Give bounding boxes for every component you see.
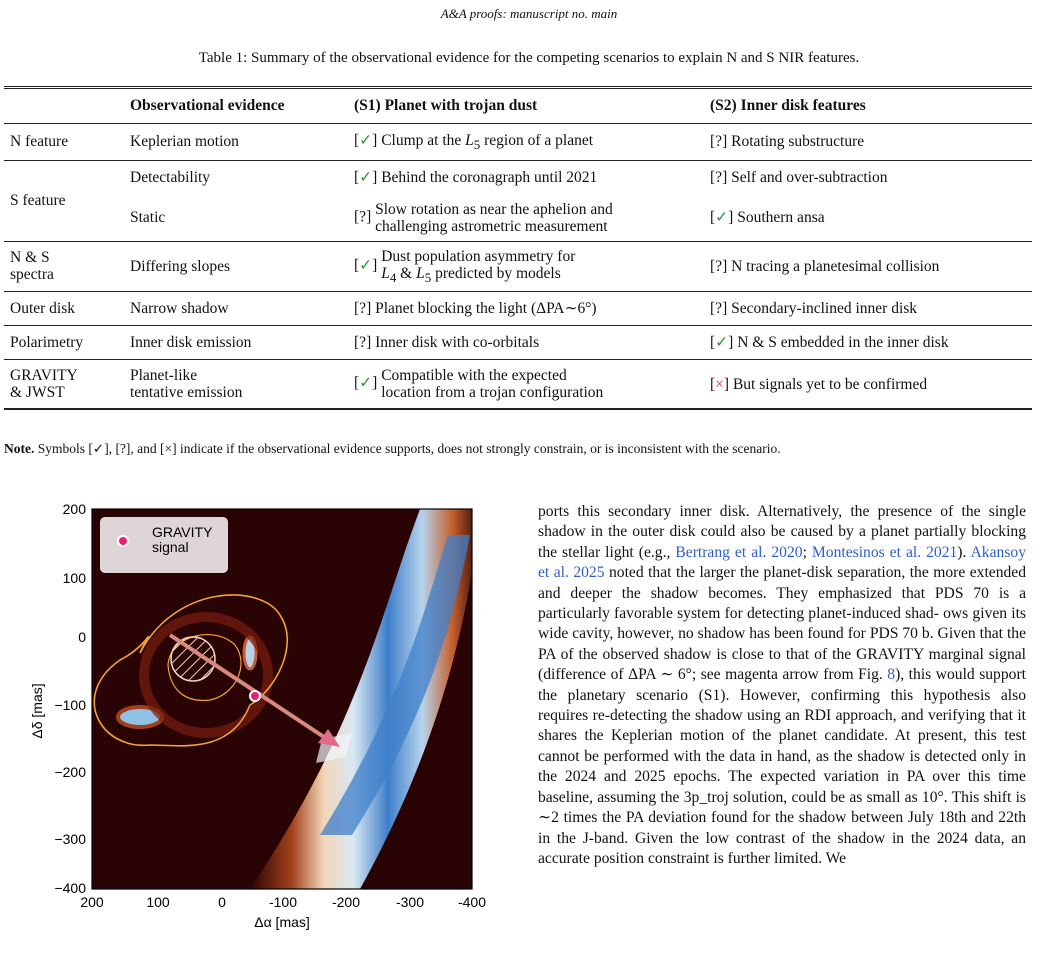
s2-text: But signals yet to be confirmed <box>732 375 928 393</box>
s2-cell: [?] Rotating substructure <box>704 124 1032 161</box>
x-tick: 200 <box>80 894 104 910</box>
check-icon: ✓ <box>359 169 373 187</box>
row-group <box>4 359 124 409</box>
text-line: the PA deviation found for the shadow between July 18th and <box>602 809 994 827</box>
row-group: N feature <box>4 124 124 161</box>
gravity-marker <box>250 691 260 701</box>
body-paragraph <box>538 502 1026 869</box>
question-icon: ? <box>359 333 367 351</box>
y-tick: −400 <box>54 880 86 896</box>
s1-text-line2: location from a trojan configuration <box>381 384 604 402</box>
text-line: see magenta arrow from Fig. <box>700 666 888 684</box>
text-fragment: noted that <box>604 564 672 582</box>
citation-link[interactable]: Montesinos et al. 2021 <box>811 543 958 561</box>
table-header-row <box>4 88 1032 124</box>
legend-marker <box>118 536 128 546</box>
text-line: a planet partially blocking the stellar light (e.g., <box>538 523 1026 561</box>
note-text: Symbols [✓], [?], and [×] indicate if the observational evidence supports, does not strongly constrain, or is inconsistent with the scenario. <box>37 441 781 456</box>
s2-text: N & S embedded in the inner disk <box>737 333 949 351</box>
group-line2: spectra <box>10 266 54 284</box>
text-line: present, this test cannot be performed with the data in hand, as <box>538 727 1026 765</box>
check-icon: ✓ <box>359 374 373 392</box>
x-axis <box>80 894 486 910</box>
figure-link[interactable]: 8 <box>887 666 896 684</box>
s1-text-line1: Slow rotation as near the aphelion and <box>375 200 613 218</box>
header-s1: (S1) Planet with trojan dust <box>348 88 704 124</box>
s1-cell: [?] Planet blocking the light (ΔPA∼6°) <box>348 291 704 325</box>
text-line: to that of the GRAVITY marginal signal (difference of ΔPA ∼ 6°; <box>538 645 1026 684</box>
row-group: S feature <box>4 161 124 242</box>
s1-text: Behind the coronagraph until 2021 <box>381 169 598 187</box>
s1-cell: [?] Slow rotation as near the aphelion and challenging astrometric measurement <box>348 195 704 242</box>
y-tick: −200 <box>54 764 86 780</box>
x-tick: 100 <box>146 894 170 910</box>
table-row <box>4 124 1032 161</box>
table-row <box>4 359 1032 409</box>
text-line: scenario (S1). However, confirming this hypothesis also requires <box>538 686 1027 725</box>
text-line: 3p_troj solution, could be as small as 10°. This shift is ∼2 times <box>538 788 1026 827</box>
x-tick: -300 <box>395 894 425 910</box>
row-evidence: Differing slopes <box>124 241 348 291</box>
text-line: 2024 data, an accurate position constraint is further limited. We <box>538 829 1027 867</box>
cross-icon: × <box>715 375 724 393</box>
text-line: the single shadow in the outer disk could also be caused by <box>538 503 1026 541</box>
legend-line1: GRAVITY <box>152 524 213 540</box>
group-line2: & JWST <box>10 384 65 402</box>
text-line: particularly favorable system for detecting planet-induced shad- <box>538 605 939 623</box>
citation-link[interactable]: Bertrang et al. <box>675 543 767 561</box>
evidence-table <box>4 86 1032 410</box>
s2-text: Self and over-subtraction <box>731 169 888 187</box>
s2-text: N tracing a planetesimal collision <box>731 257 940 275</box>
check-icon: ✓ <box>715 333 729 351</box>
row-group <box>4 241 124 291</box>
x-axis-label: Δα [mas] <box>254 914 310 930</box>
check-icon: ✓ <box>359 131 373 149</box>
text-line: for PDS 70 b. Given that the PA of the observed shadow is close <box>538 625 1026 663</box>
question-icon: ? <box>715 257 723 275</box>
table-row <box>4 241 1032 291</box>
header-s2: (S2) Inner disk features <box>704 88 1032 124</box>
s1-cell: [✓] Dust population asymmetry for $L_4$ & $L_5$ predicted by models <box>348 241 704 291</box>
question-icon: ? <box>715 133 723 151</box>
s2-cell: [✓] Southern ansa <box>704 195 1032 242</box>
text-fragment: ), this would support the planetary <box>538 666 1026 704</box>
text-fragment: ; <box>802 543 812 561</box>
s1-text-line2: challenging astrometric measurement <box>375 217 608 235</box>
table-caption: Table 1: Summary of the observational evidence for the competing scenarios to explain N and S NIR features. <box>198 50 860 66</box>
y-tick: 200 <box>62 501 86 517</box>
y-tick: −300 <box>54 831 86 847</box>
question-icon: ? <box>715 299 723 317</box>
row-group: Outer disk <box>4 291 124 325</box>
s1-cell: [✓] Compatible with the expected location from a trojan configuration <box>348 359 704 409</box>
text-line: deeper the shadow becomes. They emphasized that PDS 70 is a <box>570 584 1026 602</box>
row-evidence: Keplerian motion <box>124 124 348 161</box>
text-line: re-detecting the shadow using an RDI approach, and verifying <box>592 707 986 725</box>
table-row <box>4 161 1032 195</box>
text-line: ports this secondary inner disk. Alternatively, the presence of <box>538 503 954 520</box>
s1-text: Planet blocking the light (ΔPA∼6°) <box>375 299 597 317</box>
s2-text: Secondary-inclined inner disk <box>731 299 918 317</box>
text-line: ows given its wide cavity, however, no shadow has been found <box>538 605 1026 643</box>
y-axis-label: Δδ [mas] <box>29 683 45 739</box>
text-line: that it shares the Keplerian motion of the planet candidate. At <box>538 707 1026 745</box>
x-tick: 0 <box>218 894 226 910</box>
y-axis <box>54 501 86 896</box>
s2-text: Southern ansa <box>737 209 825 227</box>
table-row <box>4 195 1032 242</box>
question-icon: ? <box>359 299 367 317</box>
header-empty <box>4 88 124 124</box>
y-tick: 0 <box>78 629 86 645</box>
s2-cell: [?] N tracing a planetesimal collision <box>704 241 1032 291</box>
evidence-line1: Planet-like <box>130 367 198 385</box>
x-tick: -100 <box>268 894 298 910</box>
y-tick: 100 <box>62 570 86 586</box>
row-group: Polarimetry <box>4 325 124 359</box>
citation-link[interactable]: 2020 <box>771 543 803 561</box>
x-tick: -400 <box>457 894 487 910</box>
group-line1: GRAVITY <box>10 367 78 385</box>
s1-cell: [✓] Behind the coronagraph until 2021 <box>354 169 598 187</box>
group-line1: N & S <box>10 249 50 267</box>
row-evidence: Inner disk emission <box>124 325 348 359</box>
s1-cell: [?] Inner disk with co-orbitals <box>348 325 704 359</box>
text-line: the larger the planet-disk separation, the more extended and <box>538 564 1027 602</box>
row-evidence: Static <box>124 195 348 242</box>
text-line: the shadow is detected only in the 2024 and 2025 epochs. The <box>538 747 1026 786</box>
note-label: Note. <box>4 441 35 456</box>
legend-line2: signal <box>152 539 189 555</box>
table-row <box>4 291 1032 325</box>
s1-cell: [✓] Clump at the $L_5$ region of a planet <box>348 124 704 161</box>
s1-text: Inner disk with co-orbitals <box>375 333 540 351</box>
s2-cell: [?] Self and over-subtraction <box>710 169 888 187</box>
question-icon: ? <box>359 208 367 226</box>
row-evidence: Detectability <box>130 169 211 187</box>
running-header: A&A proofs: manuscript no. main <box>440 6 618 21</box>
text-line: 22th in the J-band. Given the low contrast of the shadow in the <box>538 809 1026 847</box>
s1-text-line1: Compatible with the expected <box>381 367 567 385</box>
s2-text: Rotating substructure <box>731 133 865 151</box>
text-line: expected variation in PA over this time baseline, assuming the <box>538 768 1026 806</box>
evidence-line2: tentative emission <box>130 384 243 402</box>
row-evidence: Narrow shadow <box>124 291 348 325</box>
check-icon: ✓ <box>715 209 729 227</box>
question-icon: ? <box>715 169 723 187</box>
y-tick: −100 <box>54 697 86 713</box>
citation-link[interactable]: Akansoy et al. 2025 <box>538 543 1026 582</box>
check-icon: ✓ <box>359 256 373 274</box>
row-evidence <box>124 359 348 409</box>
x-tick: -200 <box>331 894 361 910</box>
text-fragment: ). <box>957 543 971 561</box>
s2-cell: [?] Secondary-inclined inner disk <box>704 291 1032 325</box>
s2-cell: [✓] N & S embedded in the inner disk <box>704 325 1032 359</box>
table-note <box>4 441 781 457</box>
header-evidence: Observational evidence <box>124 88 348 124</box>
shadow-figure <box>0 495 520 955</box>
table-row <box>4 325 1032 359</box>
s2-cell: [×] But signals yet to be confirmed <box>704 359 1032 409</box>
